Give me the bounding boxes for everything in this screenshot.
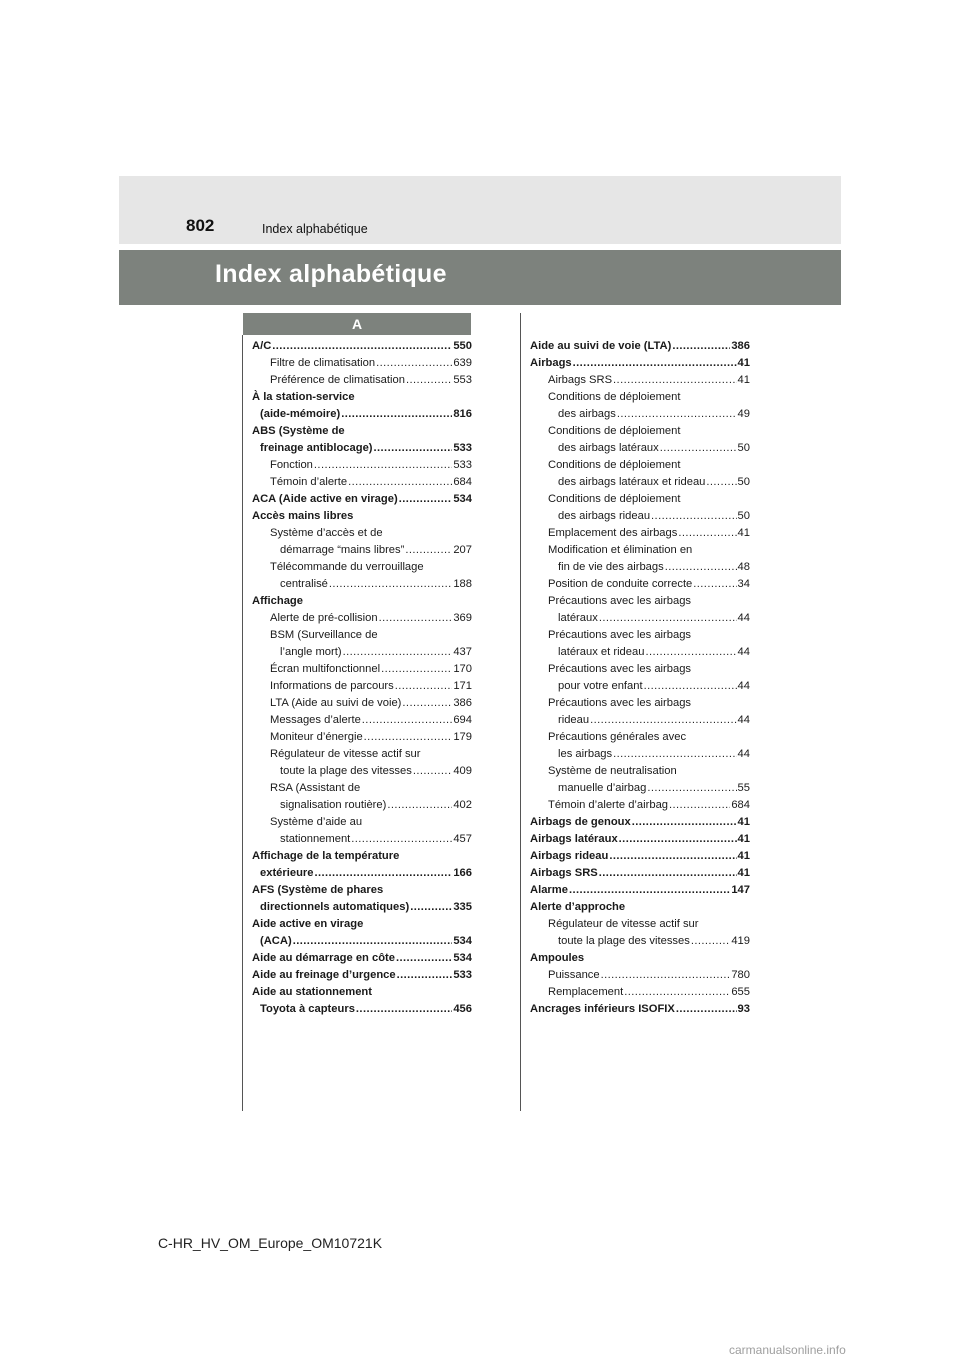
leader-dots xyxy=(293,933,453,950)
index-entry xyxy=(252,355,472,372)
index-entry-page: 41 xyxy=(737,357,750,369)
index-entry-text: Système d’aide au xyxy=(270,816,363,828)
leader-dots xyxy=(647,780,736,797)
index-entry-text: des airbags xyxy=(558,408,616,420)
index-entry xyxy=(252,746,472,763)
index-entry xyxy=(530,372,750,389)
index-entry xyxy=(530,355,750,372)
index-entry xyxy=(530,831,750,848)
index-entry xyxy=(252,627,472,644)
index-entry-page: 179 xyxy=(453,731,472,743)
leader-dots xyxy=(669,797,730,814)
leader-dots xyxy=(374,440,453,457)
index-entry-page: 41 xyxy=(737,374,750,386)
index-entry-text: Affichage de la température xyxy=(252,850,400,862)
index-entry-page: 49 xyxy=(737,408,750,420)
index-entry-text: Alerte d’approche xyxy=(530,901,626,913)
index-entry-text: LTA (Aide au suivi de voie) xyxy=(270,697,402,709)
leader-dots xyxy=(362,712,453,729)
index-entry xyxy=(252,474,472,491)
index-entry-page: 41 xyxy=(737,816,750,828)
leader-dots xyxy=(413,763,452,780)
index-entry-text: Filtre de climatisation xyxy=(270,357,376,369)
index-entry xyxy=(530,984,750,1001)
index-entry-text: Écran multifonctionnel xyxy=(270,663,381,675)
leader-dots xyxy=(678,525,736,542)
index-entry-text: AFS (Système de phares xyxy=(252,884,384,896)
index-entry-page: 44 xyxy=(737,646,750,658)
index-entry xyxy=(252,423,472,440)
index-entry-page: 550 xyxy=(453,340,472,352)
index-entry xyxy=(530,627,750,644)
index-entry-page: 335 xyxy=(453,901,472,913)
index-entry-text: Modification et élimination en xyxy=(548,544,693,556)
index-entry xyxy=(252,882,472,899)
index-entry-text: Airbags rideau xyxy=(530,850,609,862)
index-entry xyxy=(530,763,750,780)
leader-dots xyxy=(609,848,736,865)
leader-dots xyxy=(348,474,452,491)
index-entry-text: Aide au freinage d’urgence xyxy=(252,969,396,981)
index-entry xyxy=(252,406,472,423)
index-entry-page: 44 xyxy=(737,748,750,760)
index-entry-text: Aide au stationnement xyxy=(252,986,372,998)
index-column-left xyxy=(252,338,472,1018)
index-entry xyxy=(252,865,472,882)
index-entry xyxy=(530,797,750,814)
leader-dots xyxy=(613,372,737,389)
index-entry-text: Précautions avec les airbags xyxy=(548,697,692,709)
leader-dots xyxy=(314,457,452,474)
index-entry xyxy=(530,865,750,882)
running-title: Index alphabétique xyxy=(262,222,368,236)
leader-dots xyxy=(599,610,737,627)
index-entry-page: 171 xyxy=(453,680,472,692)
index-entry-page: 816 xyxy=(453,408,472,420)
index-entry-text: directionnels automatiques) xyxy=(260,901,410,913)
index-entry xyxy=(530,967,750,984)
index-entry-page: 553 xyxy=(453,374,472,386)
index-entry xyxy=(252,678,472,695)
index-entry xyxy=(252,440,472,457)
leader-dots xyxy=(381,661,452,678)
index-entry-page: 41 xyxy=(737,527,750,539)
document-code: C-HR_HV_OM_Europe_OM10721K xyxy=(157,1235,383,1251)
leader-dots xyxy=(660,440,737,457)
index-entry-text: freinage antiblocage) xyxy=(260,442,373,454)
index-entry-text: extérieure xyxy=(260,867,314,879)
index-entry-page: 386 xyxy=(731,340,750,352)
index-entry xyxy=(530,1001,750,1018)
index-entry xyxy=(530,440,750,457)
index-entry xyxy=(530,508,750,525)
index-entry-text: centralisé xyxy=(280,578,328,590)
leader-dots xyxy=(376,355,452,372)
index-entry-text: Accès mains libres xyxy=(252,510,354,522)
index-entry xyxy=(530,729,750,746)
index-entry xyxy=(530,389,750,406)
index-entry xyxy=(252,610,472,627)
index-entry xyxy=(530,576,750,593)
index-entry-text: Précautions générales avec xyxy=(548,731,687,743)
index-entry-page: 534 xyxy=(453,493,472,505)
index-entry-page: 639 xyxy=(453,357,472,369)
index-entry-text: Conditions de déploiement xyxy=(548,493,681,505)
index-entry xyxy=(530,491,750,508)
index-entry-text: toute la plage des vitesses xyxy=(280,765,412,777)
index-entry xyxy=(530,542,750,559)
index-entry-text: latéraux et rideau xyxy=(558,646,645,658)
index-entry-text: Témoin d’alerte xyxy=(270,476,348,488)
index-entry-text: Messages d’alerte xyxy=(270,714,361,726)
leader-dots xyxy=(402,695,452,712)
index-entry-page: 533 xyxy=(453,969,472,981)
index-entry-page: 48 xyxy=(737,561,750,573)
index-entry xyxy=(530,593,750,610)
index-entry-text: A/C xyxy=(252,340,272,352)
index-entry-page: 369 xyxy=(453,612,472,624)
index-entry-page: 188 xyxy=(453,578,472,590)
column-rule-left xyxy=(242,335,243,1111)
page-number: 802 xyxy=(186,216,215,235)
index-entry-text: stationnement xyxy=(280,833,351,845)
index-entry-page: 93 xyxy=(737,1003,750,1015)
index-entry-page: 684 xyxy=(453,476,472,488)
index-entry xyxy=(530,882,750,899)
leader-dots xyxy=(315,865,453,882)
leader-dots xyxy=(573,355,737,372)
index-entry xyxy=(530,746,750,763)
index-entry xyxy=(530,457,750,474)
leader-dots xyxy=(341,406,452,423)
index-entry xyxy=(530,695,750,712)
leader-dots xyxy=(619,831,737,848)
index-entry-text: Ampoules xyxy=(530,952,585,964)
index-entry-page: 456 xyxy=(453,1003,472,1015)
index-entry-page: 780 xyxy=(731,969,750,981)
index-entry xyxy=(530,559,750,576)
index-entry xyxy=(530,678,750,695)
index-entry-text: Airbags latéraux xyxy=(530,833,618,845)
leader-dots xyxy=(396,950,452,967)
index-entry xyxy=(252,984,472,1001)
index-entry-page: 170 xyxy=(453,663,472,675)
index-entry xyxy=(252,576,472,593)
index-entry-text: Aide active en virage xyxy=(252,918,364,930)
index-entry-page: 533 xyxy=(453,442,472,454)
leader-dots xyxy=(569,882,730,899)
index-entry-text: toute la plage des vitesses xyxy=(558,935,690,947)
index-entry-text: Airbags SRS xyxy=(548,374,613,386)
index-entry-text: Puissance xyxy=(548,969,600,981)
index-entry xyxy=(252,712,472,729)
index-entry-text: Conditions de déploiement xyxy=(548,459,681,471)
index-entry xyxy=(530,848,750,865)
index-entry xyxy=(530,899,750,916)
index-entry-text: démarrage “mains libres” xyxy=(280,544,405,556)
index-entry xyxy=(530,814,750,831)
index-entry-text: Système de neutralisation xyxy=(548,765,677,777)
index-column-right xyxy=(530,338,750,1018)
index-entry-text: l’angle mort) xyxy=(280,646,342,658)
leader-dots xyxy=(397,967,453,984)
index-entry-page: 437 xyxy=(453,646,472,658)
index-entry-text: Fonction xyxy=(270,459,313,471)
index-entry xyxy=(252,661,472,678)
index-entry xyxy=(530,525,750,542)
leader-dots xyxy=(632,814,737,831)
leader-dots xyxy=(644,678,737,695)
index-entry xyxy=(252,950,472,967)
index-entry-text: BSM (Surveillance de xyxy=(270,629,378,641)
index-entry-text: Toyota à capteurs xyxy=(260,1003,355,1015)
index-entry-page: 44 xyxy=(737,680,750,692)
leader-dots xyxy=(693,576,736,593)
title-band xyxy=(119,250,841,305)
index-entry xyxy=(530,933,750,950)
index-entry-page: 41 xyxy=(737,867,750,879)
leader-dots xyxy=(672,338,730,355)
index-entry xyxy=(252,559,472,576)
index-entry xyxy=(252,389,472,406)
index-entry xyxy=(530,950,750,967)
index-entry-page: 55 xyxy=(737,782,750,794)
index-entry-text: Conditions de déploiement xyxy=(548,425,681,437)
index-entry-text: rideau xyxy=(558,714,590,726)
index-entry-page: 207 xyxy=(453,544,472,556)
page-title: Index alphabétique xyxy=(215,260,447,288)
leader-dots xyxy=(379,610,453,627)
index-entry xyxy=(252,916,472,933)
index-entry xyxy=(252,797,472,814)
leader-dots xyxy=(356,1001,452,1018)
index-entry-text: Aide au démarrage en côte xyxy=(252,952,396,964)
index-entry-text: Remplacement xyxy=(548,986,624,998)
index-entry-text: signalisation routière) xyxy=(280,799,387,811)
index-entry xyxy=(530,610,750,627)
leader-dots xyxy=(410,899,452,916)
index-entry-text: Airbags de genoux xyxy=(530,816,631,828)
index-entry-text: Précautions avec les airbags xyxy=(548,663,692,675)
leader-dots xyxy=(343,644,453,661)
index-entry xyxy=(252,593,472,610)
index-entry-text: Télécommande du verrouillage xyxy=(270,561,424,573)
leader-dots xyxy=(645,644,736,661)
leader-dots xyxy=(590,712,736,729)
index-entry-page: 694 xyxy=(453,714,472,726)
index-entry-text: Affichage xyxy=(252,595,303,607)
index-entry-text: fin de vie des airbags xyxy=(558,561,664,573)
index-entry-text: Ancrages inférieurs ISOFIX xyxy=(530,1003,675,1015)
index-entry-page: 50 xyxy=(737,510,750,522)
index-entry-text: des airbags rideau xyxy=(558,510,651,522)
index-entry xyxy=(530,338,750,355)
index-entry-page: 166 xyxy=(453,867,472,879)
index-entry xyxy=(252,695,472,712)
index-entry-page: 50 xyxy=(737,476,750,488)
leader-dots xyxy=(601,967,731,984)
index-entry-text: Airbags SRS xyxy=(530,867,598,879)
leader-dots xyxy=(613,746,736,763)
index-entry-text: Régulateur de vitesse actif sur xyxy=(270,748,421,760)
index-entry-page: 533 xyxy=(453,459,472,471)
index-entry-page: 386 xyxy=(453,697,472,709)
index-entry-text: RSA (Assistant de xyxy=(270,782,361,794)
leader-dots xyxy=(272,338,452,355)
index-entry-page: 50 xyxy=(737,442,750,454)
index-entry-text: Informations de parcours xyxy=(270,680,394,692)
index-entry-page: 684 xyxy=(731,799,750,811)
leader-dots xyxy=(364,729,453,746)
leader-dots xyxy=(387,797,452,814)
leader-dots xyxy=(351,831,452,848)
index-entry-text: (aide-mémoire) xyxy=(260,408,341,420)
index-entry xyxy=(530,780,750,797)
index-entry xyxy=(530,474,750,491)
index-entry-text: des airbags latéraux xyxy=(558,442,659,454)
index-entry-page: 44 xyxy=(737,612,750,624)
index-entry-text: ABS (Système de xyxy=(252,425,345,437)
index-entry xyxy=(252,831,472,848)
index-entry xyxy=(252,372,472,389)
index-entry-text: Conditions de déploiement xyxy=(548,391,681,403)
index-entry xyxy=(530,661,750,678)
index-entry-text: À la station-service xyxy=(252,391,355,403)
index-entry xyxy=(530,644,750,661)
index-entry-text: Alerte de pré-collision xyxy=(270,612,378,624)
index-entry xyxy=(530,712,750,729)
index-entry xyxy=(252,491,472,508)
index-entry xyxy=(252,763,472,780)
index-entry xyxy=(252,508,472,525)
leader-dots xyxy=(405,542,452,559)
index-entry xyxy=(530,423,750,440)
index-entry-text: Position de conduite correcte xyxy=(548,578,693,590)
index-entry-text: Emplacement des airbags xyxy=(548,527,678,539)
index-entry-page: 34 xyxy=(737,578,750,590)
index-entry-text: Régulateur de vitesse actif sur xyxy=(548,918,699,930)
index-entry-text: les airbags xyxy=(558,748,613,760)
index-entry-text: ACA (Aide active en virage) xyxy=(252,493,398,505)
leader-dots xyxy=(691,933,730,950)
index-entry-page: 44 xyxy=(737,714,750,726)
watermark: carmanualsonline.info xyxy=(729,1343,846,1357)
leader-dots xyxy=(706,474,736,491)
index-entry xyxy=(252,338,472,355)
leader-dots xyxy=(617,406,737,423)
index-entry-page: 655 xyxy=(731,986,750,998)
index-entry-text: Témoin d’alerte d’airbag xyxy=(548,799,669,811)
index-entry-text: manuelle d’airbag xyxy=(558,782,647,794)
index-entry-text: Préférence de climatisation xyxy=(270,374,405,386)
index-entry xyxy=(252,644,472,661)
index-entry-text: des airbags latéraux et rideau xyxy=(558,476,706,488)
index-entry-text: Précautions avec les airbags xyxy=(548,629,692,641)
index-entry xyxy=(252,780,472,797)
leader-dots xyxy=(599,865,737,882)
index-entry-page: 534 xyxy=(453,935,472,947)
index-entry-page: 457 xyxy=(453,833,472,845)
index-entry xyxy=(530,916,750,933)
index-entry-page: 409 xyxy=(453,765,472,777)
index-entry-page: 41 xyxy=(737,833,750,845)
index-entry xyxy=(252,1001,472,1018)
index-entry xyxy=(252,814,472,831)
leader-dots xyxy=(399,491,453,508)
index-entry-text: pour votre enfant xyxy=(558,680,643,692)
index-entry-page: 402 xyxy=(453,799,472,811)
leader-dots xyxy=(329,576,452,593)
index-entry xyxy=(252,933,472,950)
leader-dots xyxy=(624,984,730,1001)
index-entry xyxy=(530,406,750,423)
index-entry-text: Airbags xyxy=(530,357,572,369)
index-entry-text: (ACA) xyxy=(260,935,292,947)
header-band xyxy=(119,176,841,244)
index-entry xyxy=(252,848,472,865)
index-entry-text: latéraux xyxy=(558,612,598,624)
index-entry xyxy=(252,967,472,984)
index-entry-text: Alarme xyxy=(530,884,568,896)
leader-dots xyxy=(406,372,452,389)
leader-dots xyxy=(651,508,737,525)
index-entry xyxy=(252,525,472,542)
leader-dots xyxy=(395,678,453,695)
leader-dots xyxy=(665,559,737,576)
index-entry-page: 419 xyxy=(731,935,750,947)
index-entry xyxy=(252,899,472,916)
index-entry-page: 534 xyxy=(453,952,472,964)
index-entry-text: Aide au suivi de voie (LTA) xyxy=(530,340,672,352)
index-entry-text: Système d’accès et de xyxy=(270,527,383,539)
index-entry xyxy=(252,542,472,559)
section-letter: A xyxy=(243,313,471,335)
index-entry-page: 41 xyxy=(737,850,750,862)
leader-dots xyxy=(676,1001,737,1018)
index-entry-text: Précautions avec les airbags xyxy=(548,595,692,607)
index-entry xyxy=(252,729,472,746)
column-rule-right xyxy=(520,313,521,1111)
index-entry-page: 147 xyxy=(731,884,750,896)
index-entry-text: Moniteur d’énergie xyxy=(270,731,363,743)
index-entry xyxy=(252,457,472,474)
